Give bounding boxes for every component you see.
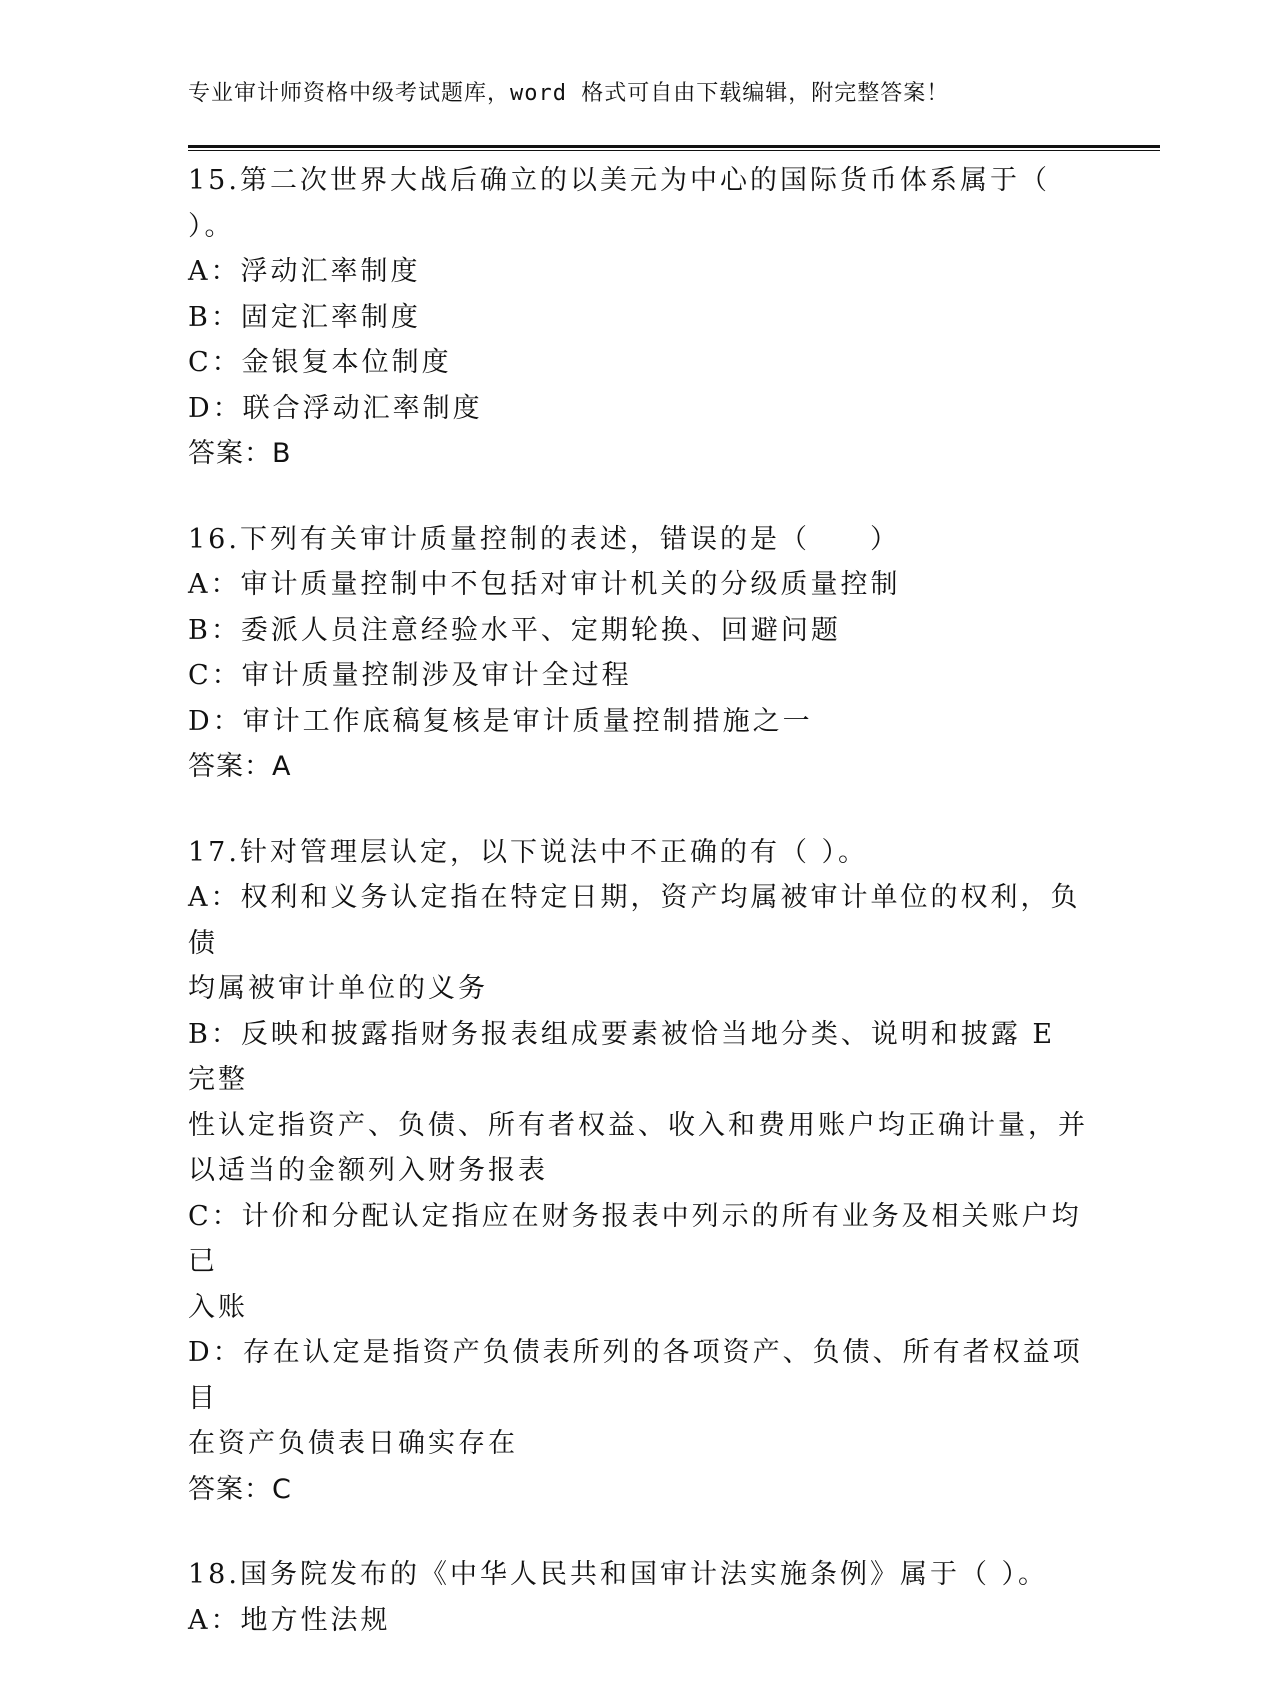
- question-list: [188, 158, 1088, 1683]
- header-divider: [188, 145, 1160, 152]
- option-text: 均属被审计单位的义务: [188, 973, 488, 1004]
- option-text: 在资产负债表日确实存在: [188, 1428, 518, 1459]
- question-stem: ）。: [188, 210, 235, 242]
- option-text: D：存在认定是指资产负债表所列的各项资产、负债、所有者权益项目: [188, 1337, 1083, 1414]
- question-block: [188, 517, 1088, 790]
- question-block: [188, 830, 1088, 1513]
- question-block: [188, 1552, 1088, 1643]
- option-text: B：委派人员注意经验水平、定期轮换、回避问题: [188, 614, 841, 646]
- option-text: 入账: [188, 1291, 248, 1323]
- option-text: C：审计质量控制涉及审计全过程: [188, 660, 632, 691]
- option-text: A：权利和义务认定指在特定日期，资产均属被审计单位的权利，负债: [188, 882, 1081, 959]
- option-text: C：计价和分配认定指应在财务报表中列示的所有业务及相关账户均已: [188, 1200, 1082, 1277]
- option-text: D：审计工作底稿复核是审计质量控制措施之一: [188, 705, 813, 737]
- question-block: [188, 158, 1088, 477]
- option-text: A：浮动汇率制度: [188, 256, 421, 287]
- answer-line: 答案：B: [188, 438, 292, 469]
- question-stem: 17.针对管理层认定，以下说法中不正确的有（ ）。: [188, 836, 869, 868]
- option-text: D：联合浮动汇率制度: [188, 392, 483, 424]
- option-text: 以适当的金额列入财务报表: [188, 1155, 548, 1186]
- option-text: A：审计质量控制中不包括对审计机关的分级质量控制: [188, 569, 901, 600]
- option-text: B：反映和披露指财务报表组成要素被恰当地分类、说明和披露 E 完整: [188, 1018, 1067, 1095]
- option-text: A：地方性法规: [188, 1604, 391, 1636]
- option-text: 性认定指资产、负债、所有者权益、收入和费用账户均正确计量，并: [188, 1109, 1088, 1141]
- question-stem: 16.下列有关审计质量控制的表述，错误的是（ ）: [188, 523, 900, 555]
- option-text: B：固定汇率制度: [188, 301, 421, 333]
- answer-line: 答案：C: [188, 1473, 292, 1505]
- question-stem: 18.国务院发布的《中华人民共和国审计法实施条例》属于（ ）。: [188, 1559, 1049, 1590]
- page-header: 专业审计师资格中级考试题库，word 格式可自由下载编辑，附完整答案！: [188, 81, 950, 106]
- option-text: C：金银复本位制度: [188, 347, 452, 378]
- answer-line: 答案：A: [188, 751, 292, 782]
- question-stem: 15.第二次世界大战后确立的以美元为中心的国际货币体系属于（: [188, 165, 1050, 196]
